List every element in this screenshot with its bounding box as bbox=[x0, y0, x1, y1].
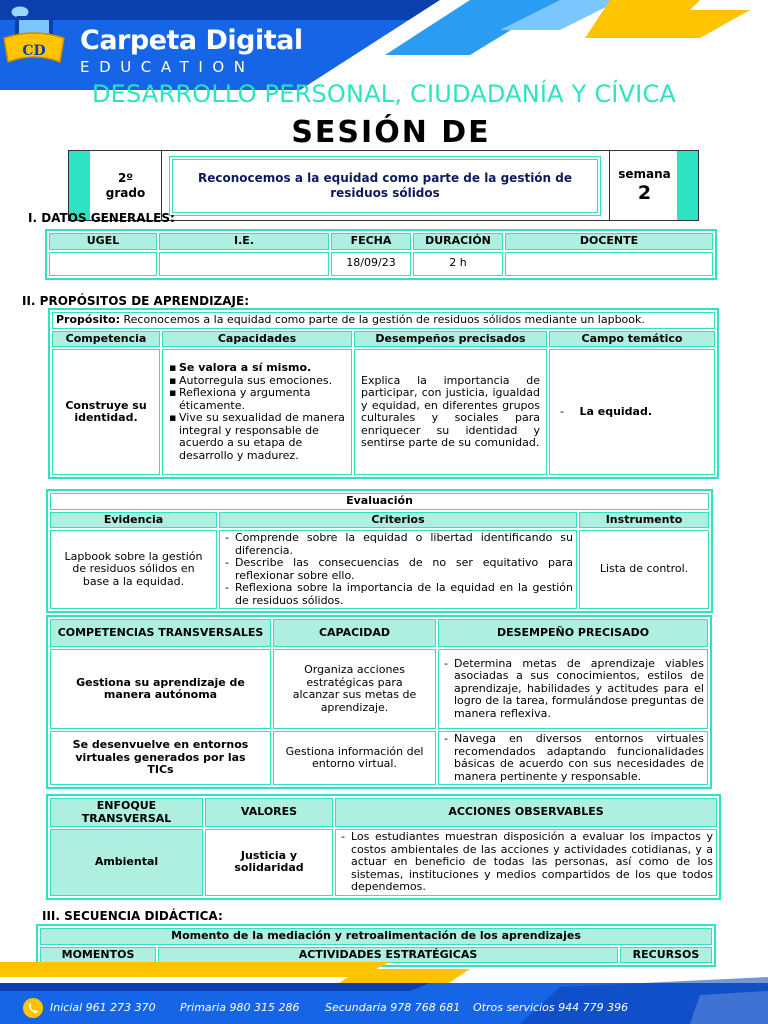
acciones-text: - Los estudiantes muestran disposición a evaluar los impactos y costos ambientales de las acciones y actividades cotidianas, y a actuar en beneficio de todas las personas, así como de los sistemas, instituciones y medios compartidos de los que todos dependemos. bbox=[339, 831, 713, 894]
grade-label: grado bbox=[105, 186, 146, 200]
session-name-frame bbox=[169, 156, 601, 216]
transversal-desempeno-cell bbox=[438, 649, 708, 729]
evaluation-title: Evaluación bbox=[50, 493, 709, 510]
campo-tematico-text: La equidad. bbox=[579, 404, 653, 418]
footer-contacts bbox=[0, 1001, 768, 1019]
valores-cell: Justicia y solidaridad bbox=[205, 829, 333, 896]
th-desempenos: Desempeños precisados bbox=[354, 331, 547, 348]
th-instrumento: Instrumento bbox=[579, 512, 709, 529]
brand bbox=[80, 26, 303, 76]
grade-number: 2º bbox=[117, 171, 134, 185]
th-evidencia: Evidencia bbox=[50, 512, 217, 529]
capacidad-item: ▪ Se valora a sí mismo. bbox=[169, 362, 348, 375]
criterio-item: - Reflexiona sobre la importancia de la equidad en la gestión de residuos sólidos. bbox=[223, 582, 573, 607]
mediation-banner: Momento de la mediación y retroalimentación de los aprendizajes bbox=[40, 928, 712, 945]
general-data-table bbox=[45, 229, 717, 280]
section-1-title: I. DATOS GENERALES: bbox=[28, 211, 175, 225]
section-2-title: II. PROPÓSITOS DE APRENDIZAJE: bbox=[22, 294, 249, 308]
transversal-competencia: Se desenvuelve en entornos virtuales generados por las TICs bbox=[50, 731, 271, 785]
transversal-desempeno: - Navega en diversos entornos virtuales recomendados adaptando funcionalidades básicas de acuerdo con sus necesidades de manera pertinente y responsable. bbox=[442, 733, 704, 783]
transversal-desempeno-cell bbox=[438, 731, 708, 785]
th-acciones-observables: ACCIONES OBSERVABLES bbox=[335, 798, 717, 827]
capacidad-item: ▪ Vive su sexualidad de manera integral y responsable de acuerdo a su etapa de desarrollo y madurez. bbox=[169, 412, 348, 462]
capacidad-item: ▪ Reflexiona y argumenta éticamente. bbox=[169, 387, 348, 412]
th-enfoque-transversal: ENFOQUE TRANSVERSAL bbox=[50, 798, 203, 827]
enfoque-cell: Ambiental bbox=[50, 829, 203, 896]
th-ie: I.E. bbox=[159, 233, 329, 250]
th-campo-tematico: Campo temático bbox=[549, 331, 715, 348]
th-fecha: FECHA bbox=[331, 233, 411, 250]
fecha-value: 18/09/23 bbox=[331, 252, 411, 276]
capacidades-cell bbox=[162, 349, 352, 475]
th-recursos: RECURSOS bbox=[620, 947, 712, 964]
ugel-value bbox=[49, 252, 157, 276]
week-label: semana bbox=[618, 167, 671, 181]
criterio-item: - Describe las consecuencias de no ser equitativo para reflexionar sobre ello. bbox=[223, 557, 573, 582]
transversal-desempeno: - Determina metas de aprendizaje viables asociadas a sus conocimientos, estilos de aprendizaje, habilidades y actitudes para el logro de la tarea, formulándose preguntas de manera reflexiva. bbox=[442, 658, 704, 721]
grade-cell bbox=[90, 151, 162, 220]
campo-tematico-cell bbox=[549, 349, 715, 475]
desempeno-cell: Explica la importancia de participar, con justicia, igualdad y equidad, en diferentes grupos culturales y sociales para enriquecer su identidad y sentirse parte de su comunidad. bbox=[354, 349, 547, 475]
acciones-cell bbox=[335, 829, 717, 896]
section-3-title: III. SECUENCIA DIDÁCTICA: bbox=[42, 909, 223, 923]
th-momentos: MOMENTOS bbox=[40, 947, 156, 964]
th-valores: VALORES bbox=[205, 798, 333, 827]
th-desempeno-precisado: DESEMPEÑO PRECISADO bbox=[438, 619, 708, 647]
week-number: 2 bbox=[637, 182, 652, 204]
competencia-cell: Construye su identidad. bbox=[52, 349, 160, 475]
docente-value bbox=[505, 252, 713, 276]
th-competencias-transversales: COMPETENCIAS TRANSVERSALES bbox=[50, 619, 271, 647]
th-duracion: DURACIÓN bbox=[413, 233, 503, 250]
transversal-competencia: Gestiona su aprendizaje de manera autónoma bbox=[50, 649, 271, 729]
transversal-competencies-table bbox=[46, 615, 712, 789]
page-header bbox=[0, 0, 768, 90]
purpose-row bbox=[52, 312, 715, 329]
contact-primaria: Primaria 980 315 286 bbox=[180, 1001, 300, 1014]
capacidad-item: ▪ Autorregula sus emociones. bbox=[169, 375, 348, 388]
th-capacidades: Capacidades bbox=[162, 331, 352, 348]
brand-subtitle: EDUCATION bbox=[80, 58, 255, 76]
brand-title: Carpeta Digital bbox=[80, 25, 303, 56]
th-capacidad: CAPACIDAD bbox=[273, 619, 436, 647]
transversal-capacidad: Gestiona información del entorno virtual. bbox=[273, 731, 436, 785]
week-cell bbox=[609, 151, 679, 220]
th-competencia: Competencia bbox=[52, 331, 160, 348]
logo-letters: CD bbox=[22, 43, 46, 59]
capacidades-list bbox=[169, 362, 348, 462]
ie-value bbox=[159, 252, 329, 276]
criterio-item: - Comprende sobre la equidad o libertad identificando su diferencia. bbox=[223, 532, 573, 557]
instrumento-cell: Lista de control. bbox=[579, 530, 709, 609]
carpeta-digital-logo bbox=[0, 0, 68, 66]
th-docente: DOCENTE bbox=[505, 233, 713, 250]
criterios-cell bbox=[219, 530, 577, 609]
subject-title: DESARROLLO PERSONAL, CIUDADANÍA Y CÍVICA bbox=[91, 80, 677, 108]
purpose-label: Propósito: bbox=[56, 313, 121, 326]
transversal-capacidad: Organiza acciones estratégicas para alcanzar sus metas de aprendizaje. bbox=[273, 649, 436, 729]
th-actividades: ACTIVIDADES ESTRATÉGICAS bbox=[158, 947, 618, 964]
purposes-table bbox=[48, 308, 719, 479]
contact-otros: Otros servicios 944 779 396 bbox=[473, 1001, 629, 1014]
title-box-right-bar bbox=[677, 151, 698, 220]
session-name: Reconocemos a la equidad como parte de la gestión de residuos sólidos bbox=[172, 159, 598, 213]
evidencia-cell: Lapbook sobre la gestión de residuos sólidos en base a la equidad. bbox=[50, 530, 217, 609]
th-criterios: Criterios bbox=[219, 512, 577, 529]
title-box-left-bar bbox=[69, 151, 90, 220]
duracion-value: 2 h bbox=[413, 252, 503, 276]
evaluation-table bbox=[46, 489, 713, 613]
criterios-list bbox=[223, 532, 573, 607]
th-ugel: UGEL bbox=[49, 233, 157, 250]
session-title: SESIÓN DE bbox=[291, 115, 491, 150]
campo-dash: - bbox=[560, 404, 564, 418]
contact-inicial: Inicial 961 273 370 bbox=[50, 1001, 156, 1014]
contact-secundaria: Secundaria 978 768 681 bbox=[325, 1001, 461, 1014]
purpose-text: Reconocemos a la equidad como parte de la gestión de residuos sólidos mediante un lapbook. bbox=[120, 313, 645, 326]
transversal-approach-table bbox=[46, 794, 721, 900]
